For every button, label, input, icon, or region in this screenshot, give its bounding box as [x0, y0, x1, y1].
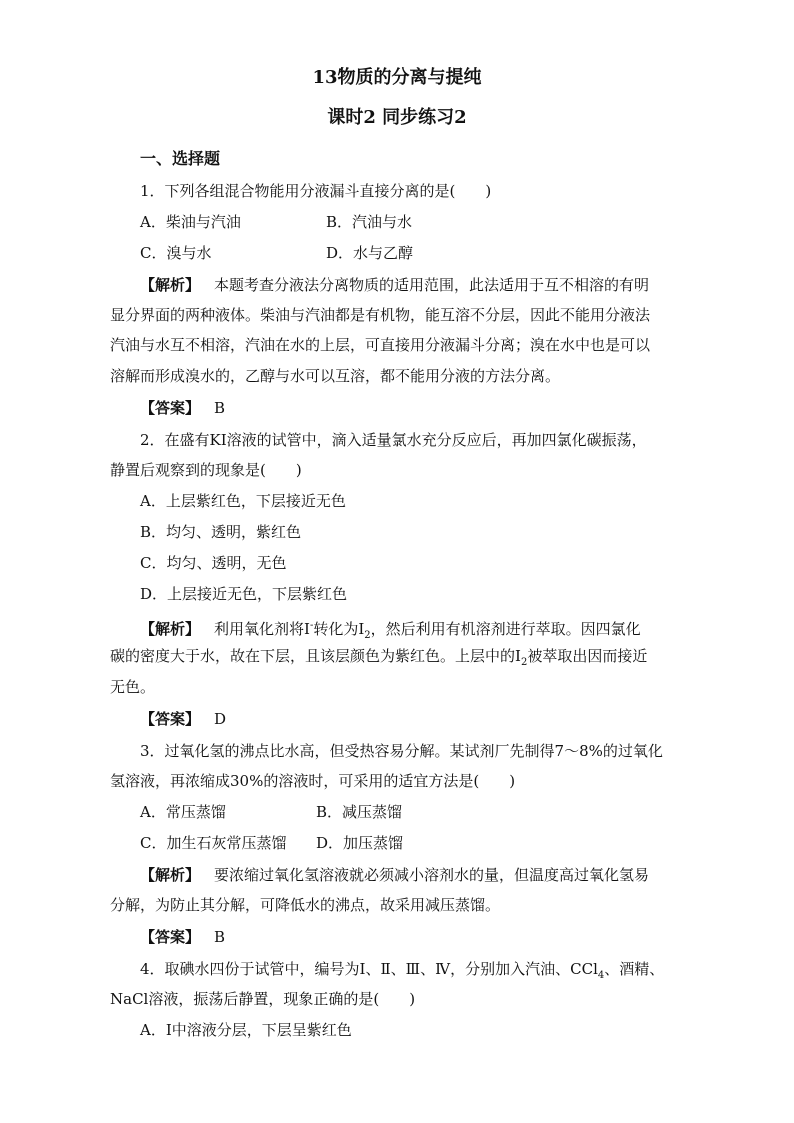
question-3-analysis-line — [140, 865, 649, 885]
analysis-label: 【解析】 — [140, 866, 201, 884]
question-2-option-c: C．均匀、透明，无色 — [140, 554, 287, 572]
question-1-analysis-line: 溶解而形成溴水的，乙醇与水可以互溶，都不能用分液的方法分离。 — [110, 367, 561, 385]
document-subtitle: 课时2 同步练习2 — [327, 107, 467, 128]
answer-label: 【答案】 — [140, 710, 201, 728]
question-3-stem: 3．过氧化氢的沸点比水高，但受热容易分解。某试剂厂先制得7～8%的过氧化 — [140, 742, 663, 760]
question-3-option-c: C．加生石灰常压蒸馏 — [140, 834, 287, 852]
question-2-answer — [140, 709, 226, 729]
analysis-text: 要浓缩过氧化氢溶液就必须减小溶剂水的量，但温度高过氧化氢易 — [214, 866, 650, 884]
question-3-stem: 氢溶液，再浓缩成30%的溶液时，可采用的适宜方法是( ) — [110, 772, 516, 790]
analysis-label: 【解析】 — [140, 276, 201, 294]
answer-label: 【答案】 — [140, 928, 201, 946]
question-3-option-d: D．加压蒸馏 — [316, 834, 404, 852]
question-3-answer — [140, 927, 225, 947]
question-2-option-b: B．均匀、透明，紫红色 — [140, 523, 302, 541]
analysis-text: 本题考查分液法分离物质的适用范围，此法适用于互不相溶的有明 — [214, 276, 650, 294]
analysis-label: 【解析】 — [140, 620, 201, 638]
question-2-analysis-line: 无色。 — [110, 678, 156, 696]
question-2-stem: 静置后观察到的现象是( ) — [110, 461, 302, 479]
question-2-option-a: A．上层紫红色，下层接近无色 — [140, 492, 346, 510]
question-3-option-a: A．常压蒸馏 — [140, 803, 226, 821]
question-1-analysis-line: 汽油与水互不相溶，汽油在水的上层，可直接用分液漏斗分离；溴在水中也是可以 — [110, 336, 651, 354]
question-1-analysis-line: 显分界面的两种液体。柴油与汽油都是有机物，能互溶不分层，因此不能用分液法 — [110, 306, 651, 324]
question-2-option-d: D．上层接近无色，下层紫红色 — [140, 585, 348, 603]
question-4-stem: NaCl溶液，振荡后静置，现象正确的是( ) — [110, 990, 416, 1008]
question-3-option-b: B．减压蒸馏 — [316, 803, 403, 821]
question-1-answer — [140, 398, 225, 418]
question-1-option-b: B．汽油与水 — [326, 213, 413, 231]
question-1-option-d: D．水与乙醇 — [326, 244, 414, 262]
question-2-stem: 2．在盛有KI溶液的试管中，滴入适量氯水充分反应后，再加四氯化碳振荡， — [140, 431, 647, 449]
question-1-option-a: A．柴油与汽油 — [140, 213, 241, 231]
section-title: 一、选择题 — [140, 149, 221, 168]
answer-value: B — [214, 928, 226, 946]
answer-value: B — [214, 399, 226, 417]
question-4-stem: 4．取碘水四份于试管中，编号为Ⅰ、Ⅱ、Ⅲ、Ⅳ，分别加入汽油、CCl$_4$、酒精、 — [140, 960, 665, 981]
question-1-option-c: C．溴与水 — [140, 244, 212, 262]
question-1-stem: 1．下列各组混合物能用分液漏斗直接分离的是( ) — [140, 182, 492, 200]
document-title: 13物质的分离与提纯 — [312, 67, 482, 88]
question-3-analysis-line: 分解，为防止其分解，可降低水的沸点，故采用减压蒸馏。 — [110, 896, 501, 914]
question-4-option-a: A．Ⅰ中溶液分层，下层呈紫红色 — [140, 1021, 352, 1039]
answer-label: 【答案】 — [140, 399, 201, 417]
question-1-analysis-line — [140, 275, 649, 295]
answer-value: D — [214, 710, 227, 728]
question-2-analysis-line: 【解析】 利用氧化剂将I-转化为$I_2$，然后利用有机溶剂进行萃取。因四氯化 — [140, 620, 641, 641]
question-2-analysis-line: 碳的密度大于水，故在下层，且该层颜色为紫红色。上层中的$I_2$被萃取出因而接近 — [110, 647, 648, 668]
